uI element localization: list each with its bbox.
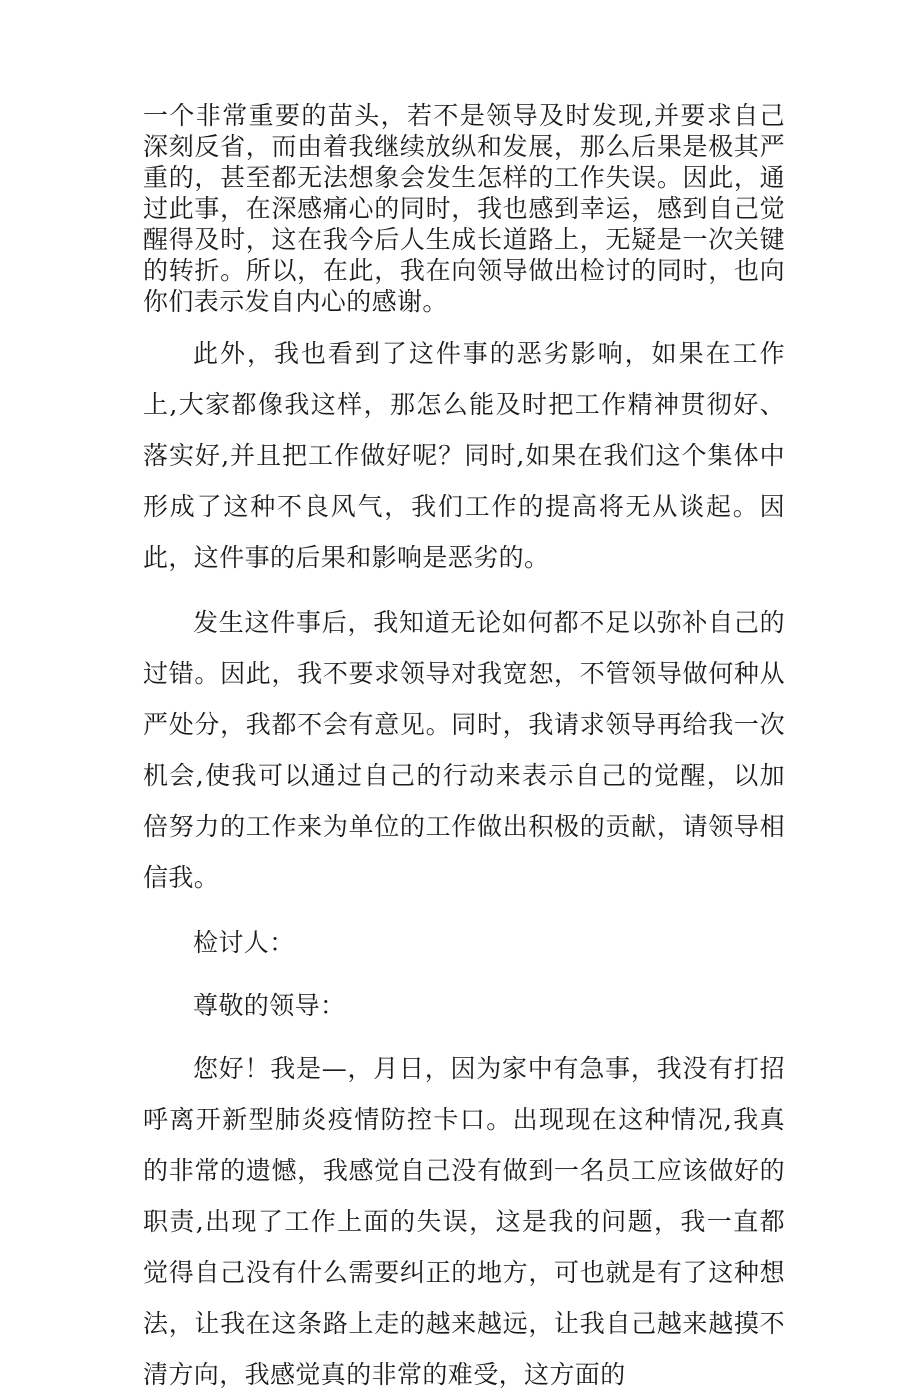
paragraph-request-chance: 发生这件事后，我知道无论如何都不足以弥补自己的过错。因此，我不要求领导对我宽恕，不管领导做何种从严处分，我都不会有意见。同时，我请求领导再给我一次机会,使我可以通过自己的行动来表示自己的觉醒，以加倍努力的工作来为单位的工作做出积极的贡献，请领导相信我。 bbox=[143, 608, 785, 892]
paragraph-greeting-body: 您好！我是—，月日，因为家中有急事，我没有打招呼离开新型肺炎疫情防控卡口。出现现在这种情况,我真的非常的遗憾，我感觉自己没有做到一名员工应该做好的职责,出现了工作上面的失误，这是我的问题，我一直都觉得自己没有什么需要纠正的地方，可也就是有了这种想法，让我在这条路上走的越来越远，让我自己越来越摸不清方向，我感觉真的非常的难受，这方面的 bbox=[143, 1054, 785, 1389]
paragraph-reflection-continued: 一个非常重要的苗头，若不是领导及时发现,并要求自己深刻反省，而由着我继续放纵和发展，那么后果是极其严重的，甚至都无法想象会发生怎样的工作失误。因此，通过此事，在深感痛心的同时，我也感到幸运，感到自己觉醒得及时，这在我今后人生成长道路上，无疑是一次关键的转折。所以，在此，我在向领导做出检讨的同时，也向你们表示发自内心的感谢。 bbox=[143, 101, 785, 316]
signature-line: 检讨人： bbox=[193, 928, 295, 957]
document-page bbox=[143, 100, 785, 1400]
paragraph-bad-influence: 此外，我也看到了这件事的恶劣影响，如果在工作上,大家都像我这样，那怎么能及时把工作精神贯彻好、落实好,并且把工作做好呢？同时,如果在我们这个集体中形成了这种不良风气，我们工作的提高将无从谈起。因此，这件事的后果和影响是恶劣的。 bbox=[143, 339, 785, 572]
salutation: 尊敬的领导： bbox=[193, 991, 346, 1020]
